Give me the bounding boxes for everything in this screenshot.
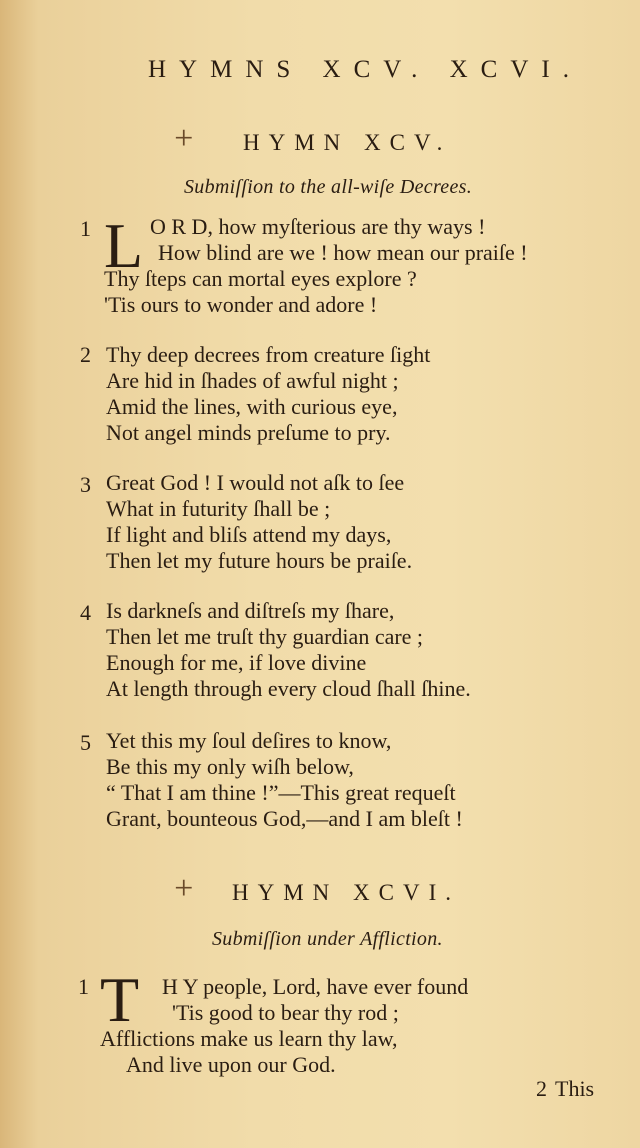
hymn-title: HYMN XCV. [243, 130, 452, 155]
verse-line: Great God ! I would not aſk to ſee [106, 470, 405, 495]
verse-line: Are hid in ſhades of awful night ; [106, 368, 399, 393]
verse-number: 2 [80, 342, 91, 367]
verse-line: Yet this my ſoul deſires to know, [106, 728, 392, 753]
verse-number: 4 [80, 600, 91, 625]
drop-cap: L [104, 210, 144, 281]
verse-line: Amid the lines, with curious eye, [106, 394, 398, 419]
margin-cross-mark: + [172, 120, 195, 157]
hymn-subtitle: Submiſſion to the all-wiſe Decrees. [184, 176, 473, 198]
verse-line: Be this my only wiſh below, [106, 754, 354, 779]
verse-line: What in futurity ſhall be ; [106, 496, 331, 521]
verse-line: H Y people, Lord, have ever found [162, 974, 469, 999]
verse-line: Then let my future hours be praiſe. [106, 548, 413, 573]
verse-line: Grant, bounteous God,—and I am bleſt ! [106, 806, 463, 831]
verse-line: O R D, how myſterious are thy ways ! [150, 214, 486, 239]
verse-number: 1 [80, 216, 91, 241]
verse-number: 1 [78, 974, 89, 999]
verse-line: If light and bliſs attend my days, [106, 522, 392, 547]
drop-cap: T [100, 964, 140, 1035]
verse-line: Thy ſteps can mortal eyes explore ? [104, 266, 417, 291]
verse-line: Then let me truſt thy guardian care ; [106, 624, 424, 649]
hymn-title: HYMN XCVI. [232, 880, 460, 905]
catchword-text: This [555, 1076, 595, 1101]
verse-line: At length through every cloud ſhall ſhine. [106, 676, 471, 701]
verse-line: Is darkneſs and diſtreſs my ſhare, [106, 598, 395, 623]
verse-line: And live upon our God. [126, 1052, 336, 1077]
catchword [536, 1076, 594, 1102]
running-head: HYMNS XCV. XCVI. [148, 56, 582, 83]
verse-line: 'Tis good to bear thy rod ; [172, 1000, 399, 1025]
verse-line: How blind are we ! how mean our praiſe ! [158, 240, 528, 265]
verse-line: Not angel minds preſume to pry. [106, 420, 391, 445]
verse-number: 5 [80, 730, 91, 755]
verse-number: 3 [80, 472, 91, 497]
margin-cross-mark: + [172, 870, 195, 907]
verse-line: Afflictions make us learn thy law, [100, 1026, 398, 1051]
hymn-subtitle: Submiſſion under Affliction. [212, 928, 443, 950]
verse-line: 'Tis ours to wonder and adore ! [104, 292, 378, 317]
verse-line: Enough for me, if love divine [106, 650, 367, 675]
catchword-number: 2 [536, 1076, 547, 1101]
verse-line: “ That I am thine !”—This great requeſt [106, 780, 456, 805]
verse-line: Thy deep decrees from creature ſight [106, 342, 431, 367]
